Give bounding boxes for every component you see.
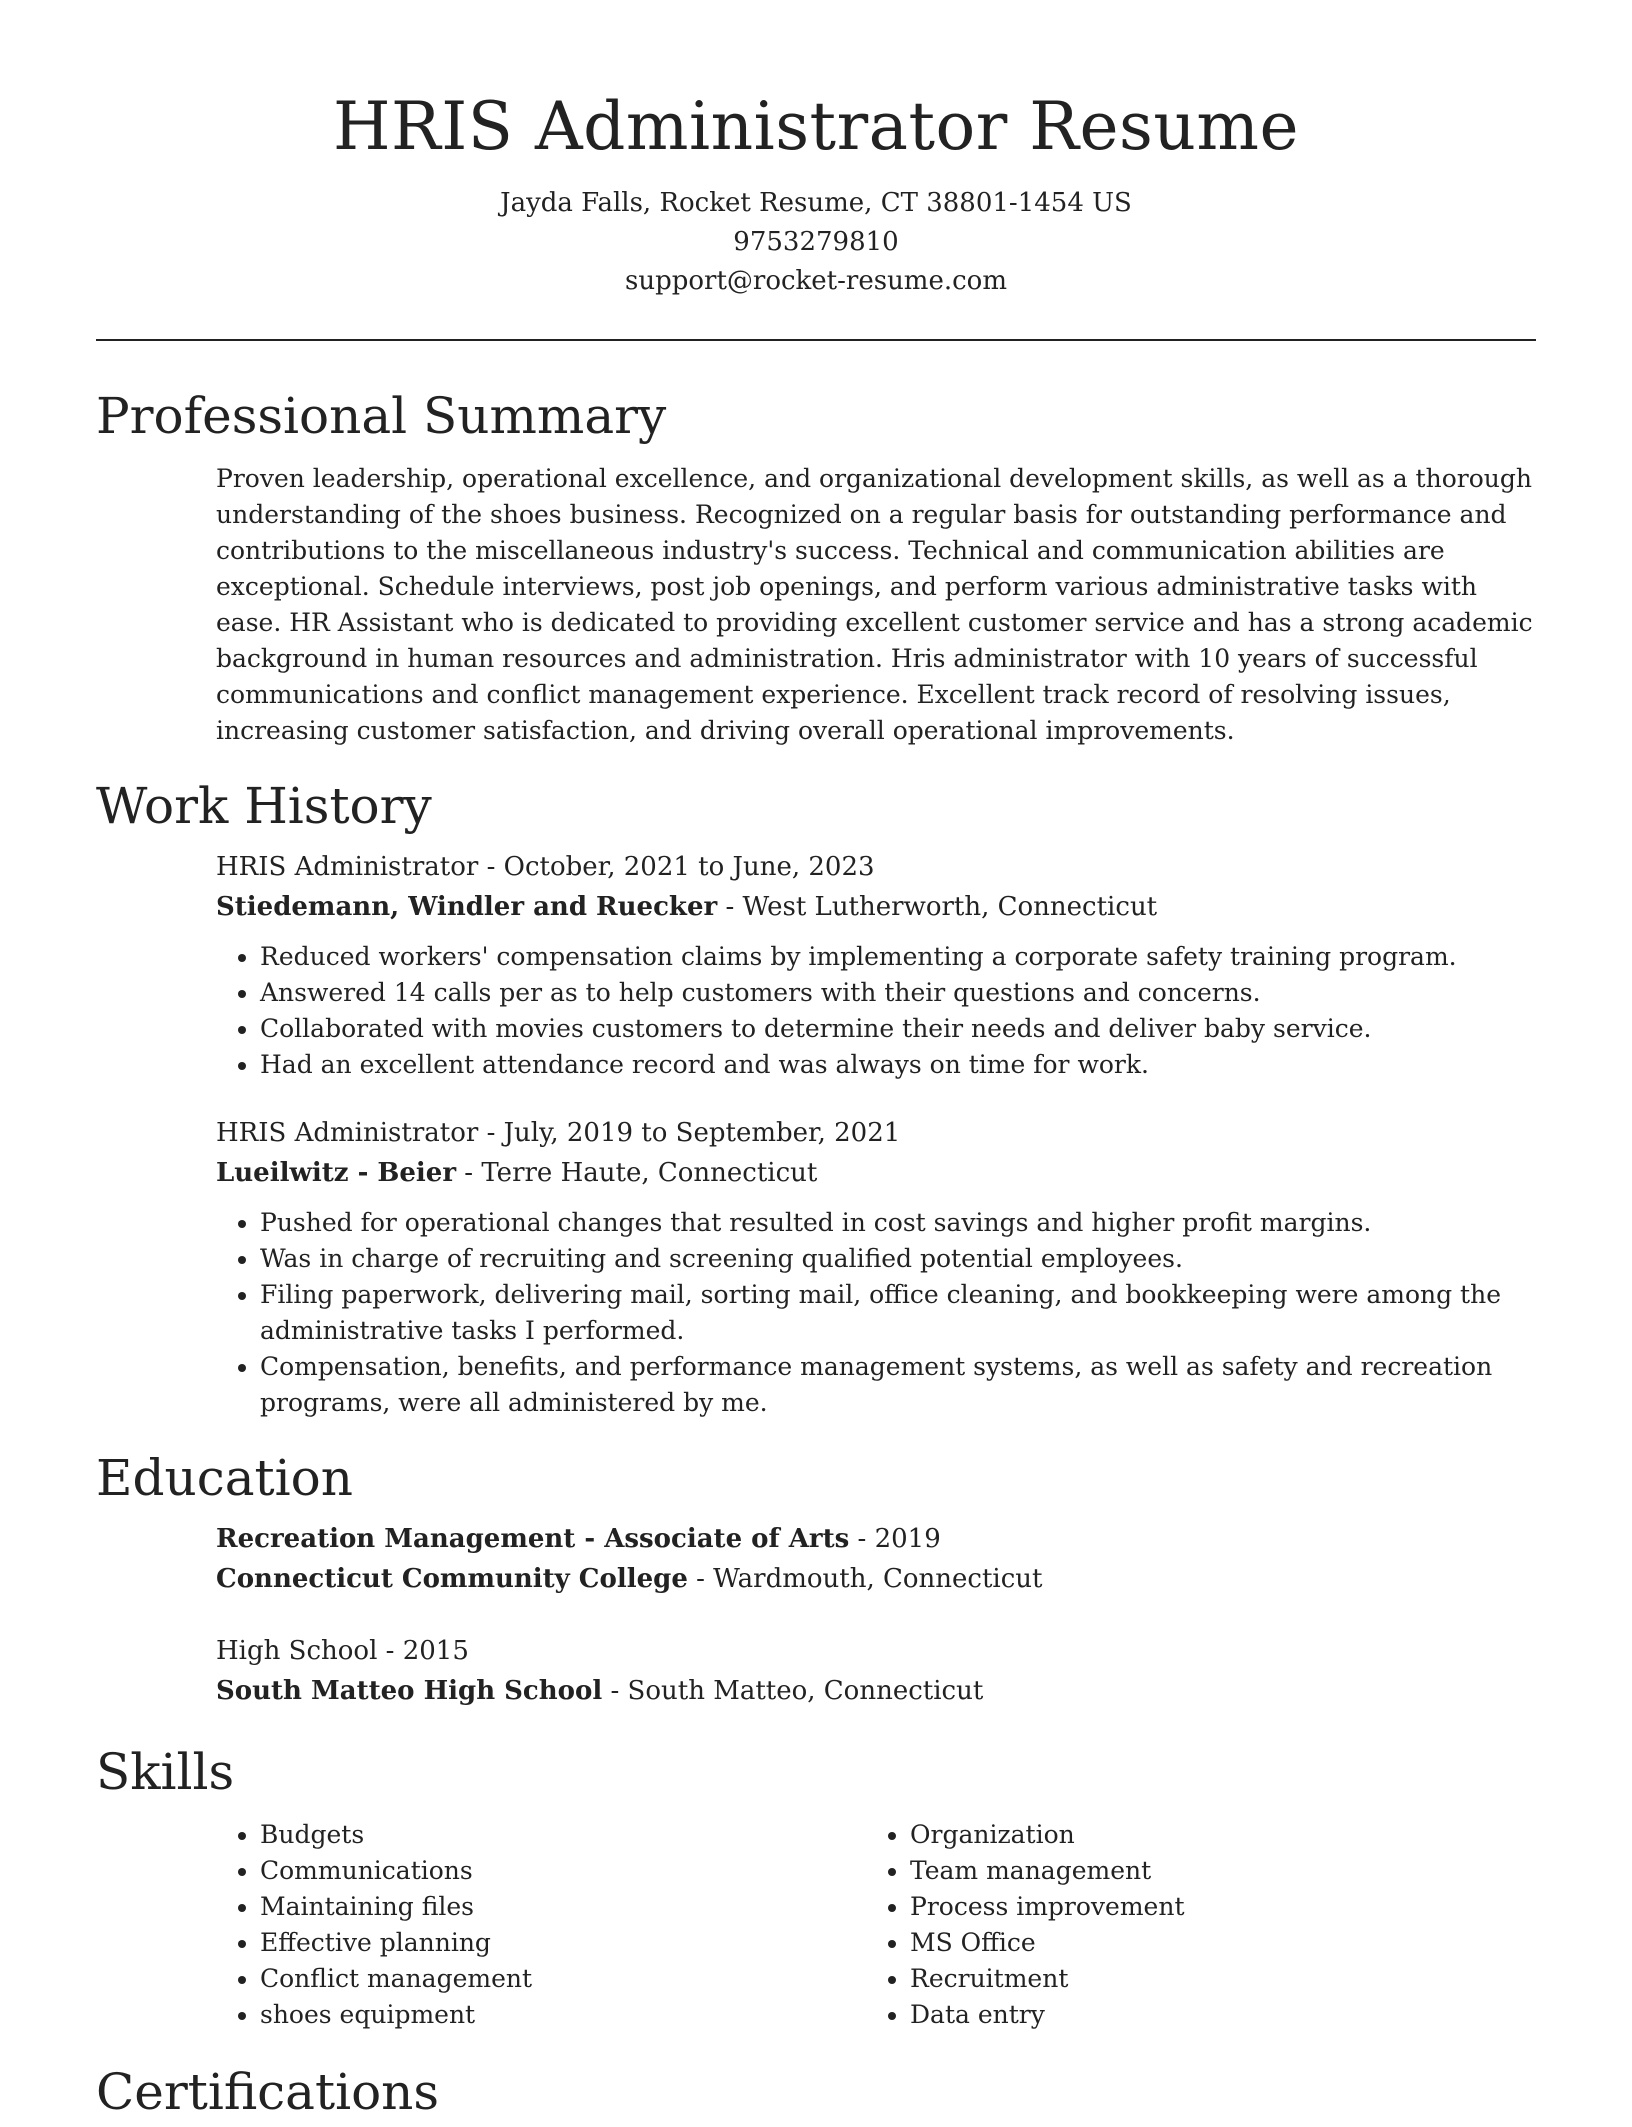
list-item: • Collaborated with movies customers to determine their needs and deliver baby service. [260, 1011, 1536, 1047]
skills-columns [216, 1817, 1536, 2033]
job-employer-line [216, 887, 1536, 927]
skill-item: • shoes equipment [260, 1997, 866, 2033]
job-bullets [216, 1205, 1536, 1421]
education-entry [216, 1631, 1536, 1711]
work-history-section [96, 771, 1536, 1421]
job-title: HRIS Administrator [216, 852, 479, 882]
education-location: - South Matteo, Connecticut [602, 1676, 984, 1706]
section-heading-education: Education [96, 1449, 353, 1507]
summary-text: Proven leadership, operational excellence, and organizational development skills, as well as a thorough understanding of the shoes business. Recognized on a regular basis for outstanding performance and contributions to the miscellaneous industry's success. Technical and communication abilities are exceptional. Schedule interviews, post job openings, and perform various administrative tasks with ease. HR Assistant who is dedicated to providing excellent customer service and has a strong academic background in human resources and administration. Hris administrator with 10 years of successful communications and conflict management experience. Excellent track record of resolving issues, increasing customer satisfaction, and driving overall operational improvements. [216, 464, 1533, 745]
job-bullets [216, 939, 1536, 1083]
education-school: Connecticut Community College [216, 1564, 688, 1594]
section-heading-summary: Professional Summary [96, 387, 667, 445]
job-employer: Lueilwitz - Beier [216, 1158, 457, 1188]
skill-item: • Maintaining files [260, 1889, 866, 1925]
job-location: - West Lutherworth, Connecticut [717, 892, 1158, 922]
job-title-line [216, 1113, 1536, 1153]
job-entry [216, 1113, 1536, 1421]
job-employer: Stiedemann, Windler and Ruecker [216, 892, 718, 922]
list-item: • Was in charge of recruiting and screening qualified potential employees. [260, 1241, 1536, 1277]
job-entry [216, 847, 1536, 1083]
list-item: • Reduced workers' compensation claims by implementing a corporate safety training program. [260, 939, 1536, 975]
header-divider [96, 339, 1536, 341]
certifications-section [96, 2057, 1536, 2127]
job-dates: - July, 2019 to September, 2021 [478, 1118, 901, 1148]
section-heading-skills: Skills [96, 1743, 235, 1801]
skills-column-left [216, 1817, 866, 2033]
resume-title: HRIS Administrator Resume [332, 88, 1300, 165]
list-item: • Answered 14 calls per as to help customers with their questions and concerns. [260, 975, 1536, 1011]
education-school-line [216, 1559, 1536, 1599]
education-section [96, 1443, 1536, 1711]
job-title-line [216, 847, 1536, 887]
skill-item: • Recruitment [910, 1961, 1516, 1997]
skill-item: • MS Office [910, 1925, 1516, 1961]
skills-section [96, 1737, 1536, 2033]
skill-item: • Organization [910, 1817, 1516, 1853]
job-location: - Terre Haute, Connecticut [456, 1158, 818, 1188]
list-item: • Filing paperwork, delivering mail, sorting mail, office cleaning, and bookkeeping were among the administrative tasks I performed. [260, 1277, 1536, 1349]
list-item: • Pushed for operational changes that resulted in cost savings and higher profit margins. [260, 1205, 1536, 1241]
education-school-line [216, 1671, 1536, 1711]
skills-column-right [866, 1817, 1516, 2033]
education-location: - Wardmouth, Connecticut [687, 1564, 1043, 1594]
contact-info [96, 184, 1536, 301]
education-entry [216, 1519, 1536, 1599]
education-degree: Recreation Management - Associate of Arts [216, 1524, 850, 1554]
education-year: - 2019 [849, 1524, 941, 1554]
skill-item: • Effective planning [260, 1925, 866, 1961]
skill-item: • Communications [260, 1853, 866, 1889]
job-employer-line [216, 1153, 1536, 1193]
list-item: • Had an excellent attendance record and was always on time for work. [260, 1047, 1536, 1083]
resume-page [96, 0, 1536, 2127]
education-school: South Matteo High School [216, 1676, 603, 1706]
skill-item: • Data entry [910, 1997, 1516, 2033]
summary-section [96, 381, 1536, 749]
education-degree: High School [216, 1636, 378, 1666]
skill-item: • Budgets [260, 1817, 866, 1853]
skill-item: • Team management [910, 1853, 1516, 1889]
job-title: HRIS Administrator [216, 1118, 479, 1148]
education-degree-line [216, 1631, 1536, 1671]
section-heading-certifications: Certifications [96, 2063, 440, 2121]
section-heading-work-history: Work History [96, 777, 432, 835]
skill-item: • Conflict management [260, 1961, 866, 1997]
list-item: • Compensation, benefits, and performance management systems, as well as safety and recreation programs, were all administered by me. [260, 1349, 1536, 1421]
job-dates: - October, 2021 to June, 2023 [478, 852, 875, 882]
education-degree-line [216, 1519, 1536, 1559]
resume-header [96, 0, 1536, 301]
contact-phone: 9753279810 [733, 227, 899, 257]
education-year: - 2015 [377, 1636, 469, 1666]
contact-email: support@rocket-resume.com [624, 266, 1007, 296]
contact-address: Jayda Falls, Rocket Resume, CT 38801-1454 US [500, 188, 1132, 218]
skill-item: • Process improvement [910, 1889, 1516, 1925]
